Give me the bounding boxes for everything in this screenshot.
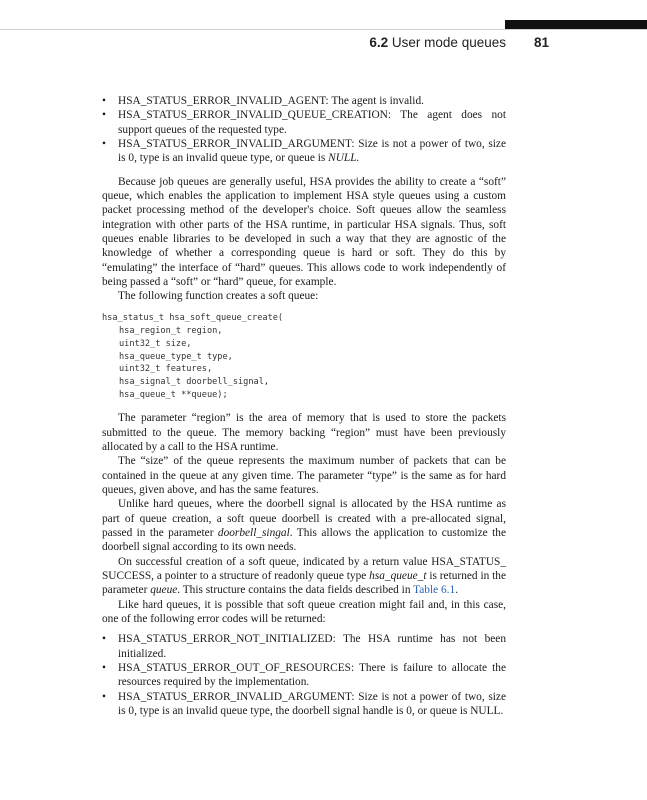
list-item: • HSA_STATUS_ERROR_OUT_OF_RESOURCES: There is failure to allocate the resources required by the implementation. (102, 662, 506, 689)
list-item: • HSA_STATUS_ERROR_INVALID_AGENT: The agent is invalid. (102, 95, 424, 107)
section-title: User mode queues (391, 35, 506, 50)
code-line: uint32_t features, (119, 364, 213, 375)
paragraph-size: The “size” of the queue represents the maximum number of packets that can be contained in the queue at any given time. The parameter “type” is the same as for hard queues, given above, and has the same features. (102, 455, 506, 496)
header-rule (0, 29, 647, 30)
page-number: 81 (534, 35, 550, 50)
list-item: • HSA_STATUS_ERROR_INVALID_ARGUMENT: Size is not a power of two, size is 0, type is an invalid queue type, or queue is NULL. (102, 138, 506, 165)
paragraph-region: The parameter “region” is the area of memory that is used to store the packets submitted to the queue. The memory backing “region” must have been previously allocated by a call to the HSA runtime. (102, 412, 506, 453)
paragraph-failure: Like hard queues, it is possible that soft queue creation might fail and, in this case, one of the following error codes will be returned: (102, 598, 506, 625)
paragraph-soft-queues: Because job queues are generally useful, HSA provides the ability to create a “soft” queue, which enables the application to implement HSA style queues using a custom packet processing method of the developer's choice. Soft queues allow the seamless integration with other parts of the HSA runtime, in particular HSA signals. Thus, soft queues enable libraries to be developed in such a way that they are agnostic of the knowledge of whether a corresponding queue is hard or soft. They do this by “emulating” the interface of “hard” queues. This allows code to work independently of being passed a “soft” or “hard” queue, for example. (102, 175, 506, 289)
code-block (102, 312, 506, 402)
list-item: • HSA_STATUS_ERROR_NOT_INITIALIZED: The HSA runtime has not been initialized. (102, 633, 506, 660)
code-line: hsa_queue_t **queue); (119, 390, 228, 401)
code-line: uint32_t size, (119, 338, 192, 349)
top-error-list (102, 94, 506, 166)
table-link[interactable]: Table 6.1 (413, 584, 456, 597)
page-body (102, 94, 506, 718)
paragraph-doorbell: Unlike hard queues, where the doorbell signal is allocated by the HSA runtime as part of queue creation, a soft queue doorbell is created with a pre-allocated signal, passed in the parameter doorbell_singal. This allows the application to customize the doorbell signal according to its own needs. (102, 498, 506, 554)
code-signature: hsa_status_t hsa_soft_queue_create( (102, 312, 284, 323)
running-head (369, 35, 506, 50)
bottom-error-list (102, 632, 506, 718)
list-item: • HSA_STATUS_ERROR_INVALID_QUEUE_CREATION: The agent does not support queues of the requested type. (102, 109, 506, 136)
code-line: hsa_signal_t doorbell_signal, (119, 377, 270, 388)
code-line: hsa_region_t region, (119, 325, 223, 336)
paragraph-function-intro: The following function creates a soft queue: (118, 290, 319, 303)
list-item: • HSA_STATUS_ERROR_INVALID_ARGUMENT: Size is not a power of two, size is 0, type is an invalid queue type, the doorbell signal handle is 0, or queue is NULL. (102, 690, 506, 718)
code-line: hsa_queue_type_t type, (119, 351, 233, 362)
section-number: 6.2 (369, 35, 389, 50)
paragraph-success: On successful creation of a soft queue, indicated by a return value HSA_STATUS_ SUCCESS, a pointer to a structure of readonly queue type hsa_queue_t is returned in the parameter queue. This structure contains the data fields described in Table 6.1. (102, 555, 506, 597)
